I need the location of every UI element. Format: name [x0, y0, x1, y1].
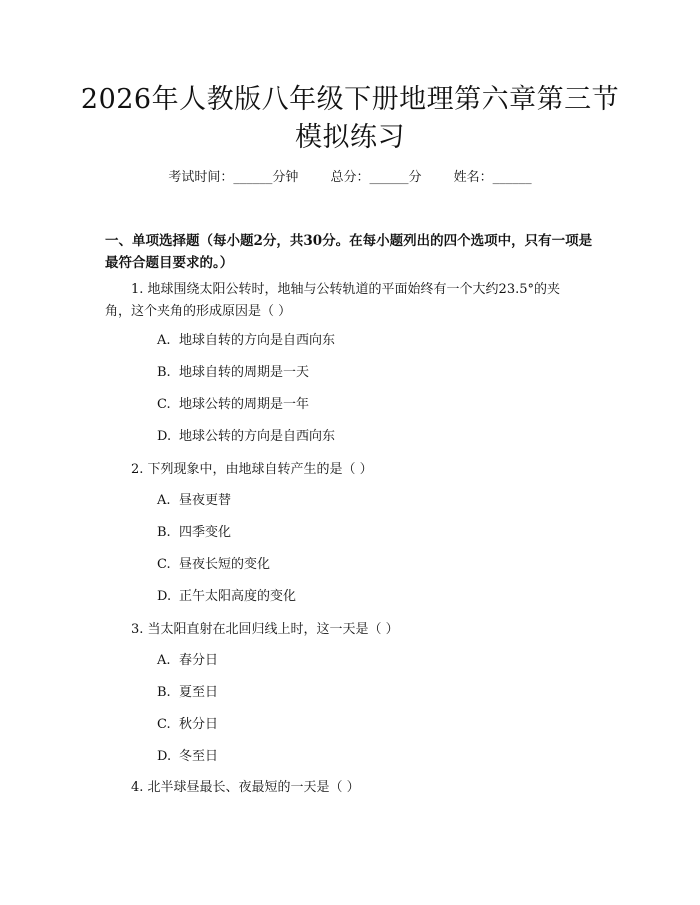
question-text: 下列现象中，由地球自转产生的是（ ） — [147, 462, 373, 477]
option-text: 地球自转的方向是自西向东 — [179, 333, 336, 348]
total-score-field: 总分：______分 — [330, 170, 422, 185]
option-text: 正午太阳高度的变化 — [179, 589, 297, 604]
question-number: 2. — [131, 462, 144, 477]
option-letter: D. — [157, 429, 172, 444]
exam-info — [0, 168, 700, 188]
option-letter: A. — [157, 333, 171, 348]
option-letter: A. — [157, 653, 171, 668]
option-text: 地球自转的周期是一天 — [179, 365, 310, 380]
option-text: 地球公转的方向是自西向东 — [179, 429, 336, 444]
section-heading: 一、单项选择题（每小题2分，共30分。在每小题列出的四个选项中，只有一项是最符合题目要求的。） — [105, 233, 593, 271]
option-1d — [157, 427, 597, 447]
option-letter: D. — [157, 589, 172, 604]
option-letter: C. — [157, 557, 171, 572]
option-letter: B. — [157, 685, 171, 700]
page-title: 2026年人教版八年级下册地理第六章第三节 — [80, 84, 620, 115]
exam-time-field: 考试时间：______分钟 — [168, 170, 299, 185]
option-1a — [157, 331, 597, 351]
option-text: 春分日 — [179, 653, 219, 668]
option-text: 地球公转的周期是一年 — [179, 397, 310, 412]
option-letter: A. — [157, 493, 171, 508]
question-1 — [105, 279, 605, 323]
question-4 — [105, 777, 605, 799]
student-name-field: 姓名：______ — [453, 170, 532, 185]
option-text: 四季变化 — [179, 525, 232, 540]
option-3d — [157, 747, 597, 767]
question-number: 4. — [131, 780, 144, 795]
option-letter: C. — [157, 717, 171, 732]
option-letter: D. — [157, 749, 172, 764]
question-text-cont: 角，这个夹角的形成原因是（ ） — [105, 304, 292, 319]
page-title-line2: 模拟练习 — [295, 122, 405, 153]
option-text: 昼夜更替 — [179, 493, 232, 508]
question-number: 3. — [131, 622, 144, 637]
option-text: 昼夜长短的变化 — [179, 557, 271, 572]
option-1c — [157, 395, 597, 415]
option-letter: B. — [157, 525, 171, 540]
question-text: 北半球昼最长、夜最短的一天是（ ） — [147, 780, 360, 795]
option-text: 秋分日 — [179, 717, 219, 732]
option-text: 夏至日 — [179, 685, 219, 700]
option-2b — [157, 523, 597, 543]
question-number: 1. — [131, 282, 144, 297]
option-2a — [157, 491, 597, 511]
option-letter: B. — [157, 365, 171, 380]
question-3 — [105, 619, 605, 641]
option-2d — [157, 587, 597, 607]
option-1b — [157, 363, 597, 383]
question-text: 当太阳直射在北回归线上时，这一天是（ ） — [147, 622, 399, 637]
option-3b — [157, 683, 597, 703]
question-text: 地球围绕太阳公转时，地轴与公转轨道的平面始终有一个大约23.5°的夹 — [147, 282, 560, 297]
option-3c — [157, 715, 597, 735]
option-text: 冬至日 — [179, 749, 219, 764]
option-3a — [157, 651, 597, 671]
option-2c — [157, 555, 597, 575]
question-2 — [105, 459, 605, 481]
option-letter: C. — [157, 397, 171, 412]
